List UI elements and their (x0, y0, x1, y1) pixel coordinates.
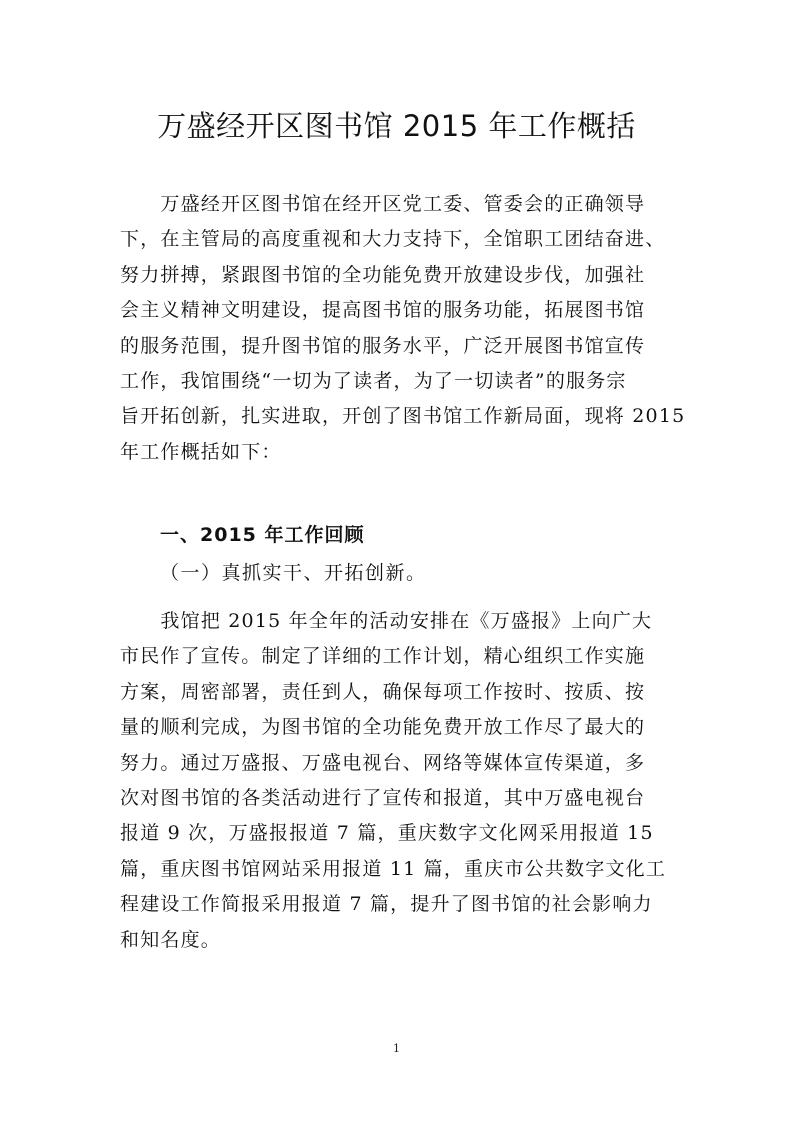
paragraph-line: 努力。通过万盛报、万盛电视台、网络等媒体宣传渠道，多 (120, 751, 646, 774)
paragraph-line: 篇，重庆图书馆网站采用报道 11 篇，重庆市公共数字文化工 (120, 857, 667, 880)
section-heading: 一、2015 年工作回顾 (160, 524, 365, 546)
review-paragraph (120, 604, 680, 958)
intro-line: 万盛经开区图书馆在经开区党工委、管委会的正确领导 (120, 193, 646, 215)
paragraph-line: 方案，周密部署，责任到人，确保每项工作按时、按质、按 (120, 680, 646, 703)
intro-line: 会主义精神文明建设，提高图书馆的服务功能，拓展图书馆 (120, 299, 646, 322)
intro-line: 下，在主管局的高度重视和大力支持下，全馆职工团结奋进、 (120, 228, 666, 251)
paragraph-line: 市民作了宣传。制定了详细的工作计划，精心组织工作实施 (120, 645, 646, 668)
intro-line: 年工作概括如下： (120, 440, 282, 463)
paragraph-line: 报道 9 次，万盛报报道 7 篇，重庆数字文化网采用报道 15 (120, 822, 654, 845)
page-number: 1 (393, 1042, 400, 1055)
paragraph-line: 我馆把 2015 年全年的活动安排在《万盛报》上向广大 (120, 610, 653, 632)
intro-line: 的服务范围，提升图书馆的服务水平，广泛开展图书馆宣传 (120, 334, 646, 357)
intro-line: 努力拼搏，紧跟图书馆的全功能免费开放建设步伐，加强社 (120, 263, 646, 286)
intro-line: 工作，我馆围绕“一切为了读者，为了一切读者”的服务宗 (120, 369, 627, 392)
intro-line: 旨开拓创新，扎实进取，开创了图书馆工作新局面，现将 2015 (120, 405, 686, 428)
paragraph-line: 次对图书馆的各类活动进行了宣传和报道，其中万盛电视台 (120, 786, 646, 809)
subsection-heading: （一）真抓实干、开拓创新。 (160, 562, 427, 584)
paragraph-line: 程建设工作简报采用报道 7 篇，提升了图书馆的社会影响力 (120, 893, 653, 916)
document-title: 万盛经开区图书馆 2015 年工作概括 (157, 109, 636, 143)
paragraph-line: 和知名度。 (120, 928, 222, 951)
intro-paragraph (120, 187, 686, 470)
paragraph-line: 量的顺利完成，为图书馆的全功能免费开放工作尽了最大的 (120, 716, 646, 739)
